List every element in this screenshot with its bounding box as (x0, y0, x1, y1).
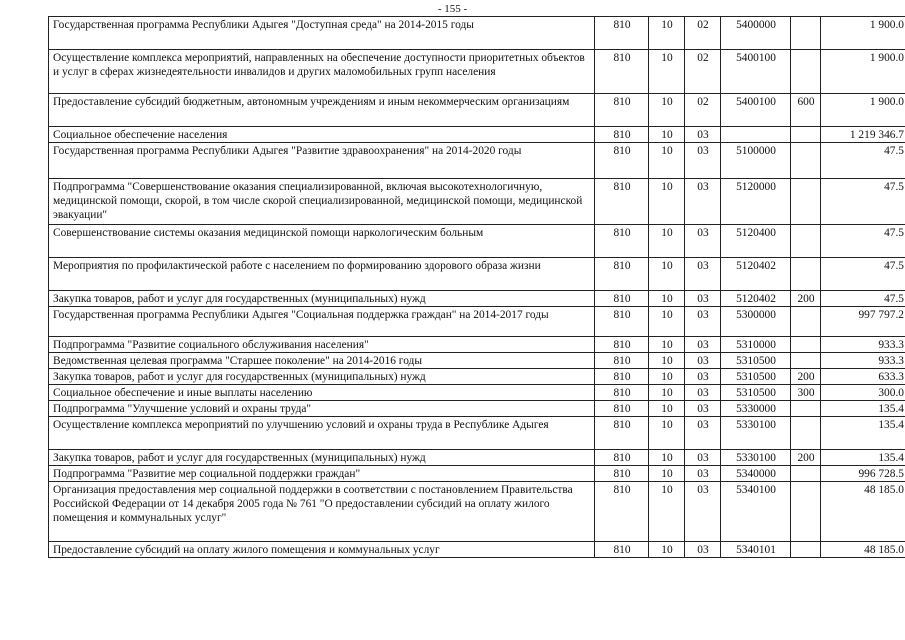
subsection-code: 03 (685, 542, 721, 558)
amount-value: 633.3 (821, 369, 905, 385)
amount-value: 1 900.0 (821, 17, 905, 50)
ministry-code: 810 (595, 17, 649, 50)
budget-table (48, 16, 905, 558)
ministry-code: 810 (595, 225, 649, 258)
row-name: Предоставление субсидий бюджетным, автономным учреждениям и иным некоммерческим организациям (49, 94, 595, 127)
target-article-code: 5340101 (721, 542, 791, 558)
ministry-code: 810 (595, 466, 649, 482)
subsection-code: 03 (685, 450, 721, 466)
subsection-code: 03 (685, 258, 721, 291)
row-name: Подпрограмма "Развитие социального обслуживания населения" (49, 337, 595, 353)
subsection-code: 03 (685, 466, 721, 482)
row-name: Организация предоставления мер социальной поддержки в соответствии с постановлением Правительства Российской Федерации от 14 декабря 2005 года № 761 "О предоставлении субсидий на оплату жилого помещения и коммунальных услуг" (49, 482, 595, 542)
section-code: 10 (649, 50, 685, 94)
amount-value: 48 185.0 (821, 542, 905, 558)
table-row (49, 369, 905, 385)
row-name: Ведомственная целевая программа "Старшее поколение" на 2014-2016 годы (49, 353, 595, 369)
target-article-code: 5340100 (721, 482, 791, 542)
target-article-code: 5330100 (721, 417, 791, 450)
expense-type-code (791, 542, 821, 558)
table-row (49, 542, 905, 558)
amount-value: 135.4 (821, 450, 905, 466)
row-name: Подпрограмма "Совершенствование оказания специализированной, включая высокотехнологичную, медицинской помощи, скорой, в том числе скорой специализированной, медицинской помощи, медицинской эвакуации" (49, 179, 595, 225)
row-name: Социальное обеспечение населения (49, 127, 595, 143)
subsection-code: 03 (685, 291, 721, 307)
amount-value: 47.5 (821, 225, 905, 258)
section-code: 10 (649, 369, 685, 385)
section-code: 10 (649, 466, 685, 482)
expense-type-code: 300 (791, 385, 821, 401)
ministry-code: 810 (595, 179, 649, 225)
row-name: Подпрограмма "Улучшение условий и охраны труда" (49, 401, 595, 417)
ministry-code: 810 (595, 450, 649, 466)
row-name: Подпрограмма "Развитие мер социальной поддержки граждан" (49, 466, 595, 482)
expense-type-code (791, 50, 821, 94)
subsection-code: 03 (685, 401, 721, 417)
expense-type-code (791, 337, 821, 353)
expense-type-code (791, 401, 821, 417)
amount-value: 135.4 (821, 417, 905, 450)
amount-value: 300.0 (821, 385, 905, 401)
subsection-code: 02 (685, 50, 721, 94)
table-row (49, 143, 905, 179)
expense-type-code: 200 (791, 450, 821, 466)
section-code: 10 (649, 417, 685, 450)
subsection-code: 03 (685, 307, 721, 337)
section-code: 10 (649, 17, 685, 50)
table-row (49, 50, 905, 94)
expense-type-code (791, 417, 821, 450)
section-code: 10 (649, 258, 685, 291)
table-row (49, 258, 905, 291)
table-row (49, 179, 905, 225)
ministry-code: 810 (595, 353, 649, 369)
expense-type-code (791, 353, 821, 369)
subsection-code: 03 (685, 482, 721, 542)
table-row (49, 482, 905, 542)
expense-type-code (791, 17, 821, 50)
subsection-code: 03 (685, 385, 721, 401)
ministry-code: 810 (595, 337, 649, 353)
subsection-code: 03 (685, 369, 721, 385)
ministry-code: 810 (595, 143, 649, 179)
amount-value: 996 728.5 (821, 466, 905, 482)
row-name: Закупка товаров, работ и услуг для государственных (муниципальных) нужд (49, 369, 595, 385)
row-name: Закупка товаров, работ и услуг для государственных (муниципальных) нужд (49, 291, 595, 307)
amount-value: 47.5 (821, 179, 905, 225)
table-row (49, 450, 905, 466)
subsection-code: 02 (685, 94, 721, 127)
ministry-code: 810 (595, 94, 649, 127)
ministry-code: 810 (595, 127, 649, 143)
row-name: Государственная программа Республики Адыгея "Социальная поддержка граждан" на 2014-2017 годы (49, 307, 595, 337)
ministry-code: 810 (595, 482, 649, 542)
expense-type-code (791, 466, 821, 482)
expense-type-code (791, 307, 821, 337)
section-code: 10 (649, 337, 685, 353)
row-name: Совершенствование системы оказания медицинской помощи наркологическим больным (49, 225, 595, 258)
target-article-code: 5300000 (721, 307, 791, 337)
target-article-code: 5400100 (721, 94, 791, 127)
target-article-code: 5310000 (721, 337, 791, 353)
target-article-code: 5310500 (721, 385, 791, 401)
target-article-code: 5400000 (721, 17, 791, 50)
section-code: 10 (649, 127, 685, 143)
amount-value: 135.4 (821, 401, 905, 417)
amount-value: 47.5 (821, 291, 905, 307)
row-name: Осуществление комплекса мероприятий по улучшению условий и охраны труда в Республике Адыгея (49, 417, 595, 450)
target-article-code: 5330100 (721, 450, 791, 466)
section-code: 10 (649, 143, 685, 179)
ministry-code: 810 (595, 542, 649, 558)
table-row (49, 466, 905, 482)
target-article-code: 5100000 (721, 143, 791, 179)
subsection-code: 03 (685, 417, 721, 450)
ministry-code: 810 (595, 307, 649, 337)
row-name: Государственная программа Республики Адыгея "Развитие здравоохранения" на 2014-2020 годы (49, 143, 595, 179)
row-name: Осуществление комплекса мероприятий, направленных на обеспечение доступности приоритетных объектов и услуг в сферах жизнедеятельности инвалидов и других маломобильных групп населения (49, 50, 595, 94)
ministry-code: 810 (595, 385, 649, 401)
ministry-code: 810 (595, 369, 649, 385)
target-article-code: 5120000 (721, 179, 791, 225)
subsection-code: 02 (685, 17, 721, 50)
amount-value: 933.3 (821, 353, 905, 369)
section-code: 10 (649, 307, 685, 337)
section-code: 10 (649, 291, 685, 307)
target-article-code: 5400100 (721, 50, 791, 94)
expense-type-code: 200 (791, 369, 821, 385)
table-row (49, 17, 905, 50)
expense-type-code: 200 (791, 291, 821, 307)
expense-type-code (791, 143, 821, 179)
amount-value: 47.5 (821, 143, 905, 179)
target-article-code: 5330000 (721, 401, 791, 417)
section-code: 10 (649, 482, 685, 542)
target-article-code: 5340000 (721, 466, 791, 482)
amount-value: 1 900.0 (821, 94, 905, 127)
expense-type-code (791, 482, 821, 542)
target-article-code: 5120402 (721, 258, 791, 291)
section-code: 10 (649, 353, 685, 369)
table-row (49, 291, 905, 307)
target-article-code: 5310500 (721, 353, 791, 369)
table-row (49, 225, 905, 258)
ministry-code: 810 (595, 258, 649, 291)
subsection-code: 03 (685, 143, 721, 179)
section-code: 10 (649, 94, 685, 127)
subsection-code: 03 (685, 337, 721, 353)
subsection-code: 03 (685, 225, 721, 258)
row-name: Социальное обеспечение и иные выплаты населению (49, 385, 595, 401)
ministry-code: 810 (595, 291, 649, 307)
section-code: 10 (649, 401, 685, 417)
table-row (49, 337, 905, 353)
amount-value: 933.3 (821, 337, 905, 353)
target-article-code: 5120400 (721, 225, 791, 258)
ministry-code: 810 (595, 50, 649, 94)
table-row (49, 307, 905, 337)
table-row (49, 417, 905, 450)
table-row (49, 385, 905, 401)
row-name: Государственная программа Республики Адыгея "Доступная среда" на 2014-2015 годы (49, 17, 595, 50)
table-row (49, 401, 905, 417)
table-row (49, 127, 905, 143)
ministry-code: 810 (595, 401, 649, 417)
table-row (49, 94, 905, 127)
section-code: 10 (649, 542, 685, 558)
target-article-code: 5310500 (721, 369, 791, 385)
expense-type-code (791, 127, 821, 143)
subsection-code: 03 (685, 127, 721, 143)
expense-type-code: 600 (791, 94, 821, 127)
amount-value: 47.5 (821, 258, 905, 291)
expense-type-code (791, 258, 821, 291)
row-name: Предоставление субсидий на оплату жилого помещения и коммунальных услуг (49, 542, 595, 558)
amount-value: 1 900.0 (821, 50, 905, 94)
subsection-code: 03 (685, 353, 721, 369)
amount-value: 997 797.2 (821, 307, 905, 337)
section-code: 10 (649, 179, 685, 225)
page-number: - 155 - (437, 3, 468, 15)
ministry-code: 810 (595, 417, 649, 450)
subsection-code: 03 (685, 179, 721, 225)
target-article-code (721, 127, 791, 143)
row-name: Закупка товаров, работ и услуг для государственных (муниципальных) нужд (49, 450, 595, 466)
amount-value: 48 185.0 (821, 482, 905, 542)
row-name: Мероприятия по профилактической работе с населением по формированию здорового образа жизни (49, 258, 595, 291)
section-code: 10 (649, 225, 685, 258)
expense-type-code (791, 225, 821, 258)
section-code: 10 (649, 385, 685, 401)
expense-type-code (791, 179, 821, 225)
target-article-code: 5120402 (721, 291, 791, 307)
section-code: 10 (649, 450, 685, 466)
amount-value: 1 219 346.7 (821, 127, 905, 143)
table-row (49, 353, 905, 369)
